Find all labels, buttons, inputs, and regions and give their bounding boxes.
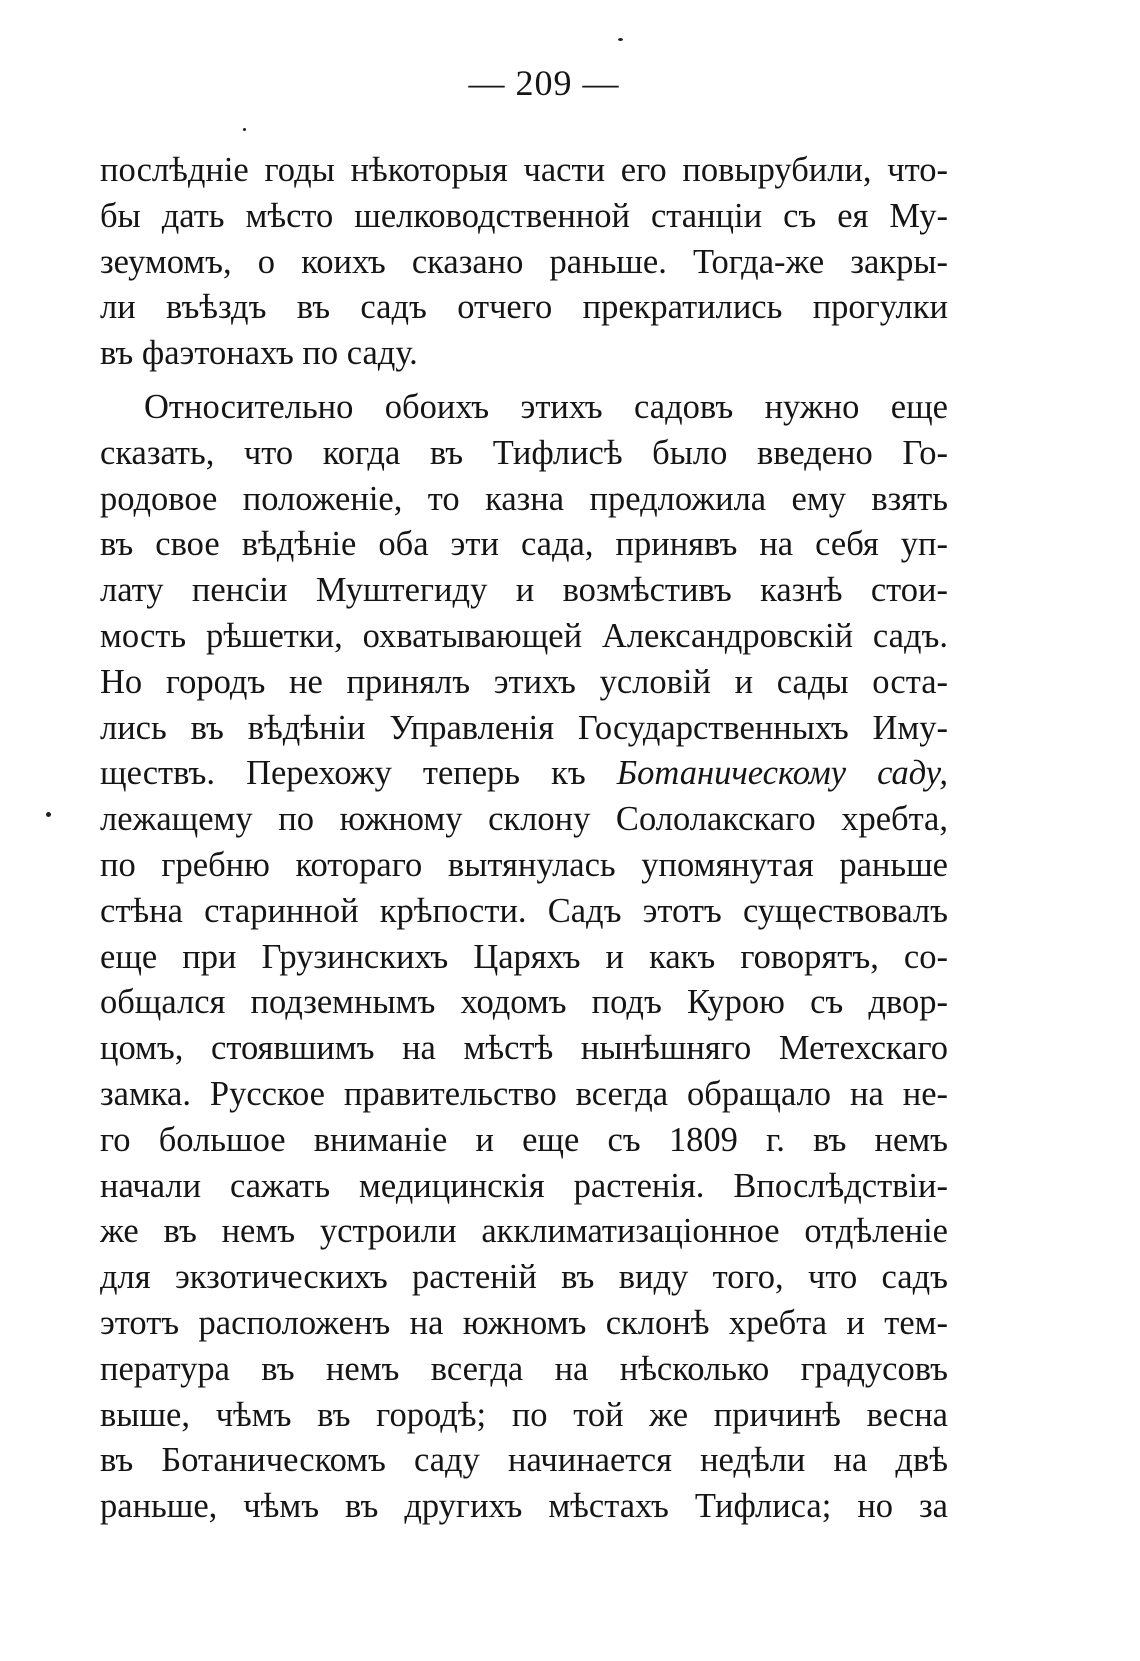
text-line: сказать, что когда въ Тифлисѣ было введено Го- xyxy=(100,433,948,472)
text-line: по гребню котораго вытянулась упомянутая раньше xyxy=(100,845,948,884)
text-line: выше, чѣмъ въ городѣ; по той же причинѣ весна xyxy=(100,1395,948,1434)
text-line: бы дать мѣсто шелководственной станціи съ ея Му- xyxy=(100,196,948,235)
scan-speck xyxy=(243,128,246,131)
text-line: въ свое вѣдѣніе оба эти сада, принявъ на себя уп- xyxy=(100,525,948,564)
text-line: еще при Грузинскихъ Царяхъ и какъ говорятъ, со- xyxy=(100,937,948,976)
text-segment: ществъ. Перехожу теперь къ xyxy=(100,754,586,793)
text-line: Но городъ не принялъ этихъ условій и сады оста- xyxy=(100,662,948,701)
text-line: лежащему по южному склону Сололакскаго хребта, xyxy=(100,800,948,839)
text-line: стѣна старинной крѣпости. Садъ этотъ существовалъ xyxy=(100,891,948,930)
text-line: этотъ расположенъ на южномъ склонѣ хребта и тем- xyxy=(100,1303,948,1342)
text-line: же въ немъ устроили акклиматизаціонное отдѣленіе xyxy=(100,1212,948,1251)
italic-phrase: Ботаническому саду, xyxy=(616,754,948,793)
text-line: раньше, чѣмъ въ другихъ мѣстахъ Тифлиса; но за xyxy=(100,1487,948,1526)
text-line-with-italic xyxy=(100,751,948,797)
text-line: ли въѣздъ въ садъ отчего прекратились прогулки xyxy=(100,288,948,327)
scan-speck xyxy=(46,812,51,817)
text-line: лату пенсіи Муштегиду и возмѣстивъ казнѣ стои- xyxy=(100,571,948,610)
page-number: — 209 — xyxy=(468,63,620,103)
text-line: зеумомъ, о коихъ сказано раньше. Тогда-же закры- xyxy=(100,242,948,281)
text-line: въ фаэтонахъ по саду. xyxy=(100,334,418,373)
text-line: лись въ вѣдѣніи Управленія Государственныхъ Иму- xyxy=(100,708,948,747)
text-line: мость рѣшетки, охватывающей Александровскій садъ. xyxy=(100,616,948,655)
text-line: для экзотическихъ растеній въ виду того, что садъ xyxy=(100,1258,948,1297)
text-line: замка. Русское правительство всегда обращало на не- xyxy=(100,1074,948,1113)
text-line: Относительно обоихъ этихъ садовъ нужно еще xyxy=(144,387,948,426)
text-line: го большое вниманіе и еще съ 1809 г. въ немъ xyxy=(100,1120,948,1159)
text-line: начали сажать медицинскія растенія. Впослѣдствіи- xyxy=(100,1166,948,1205)
text-line: родовое положеніе, то казна предложила ему взять xyxy=(100,479,948,518)
body-text xyxy=(100,148,948,1530)
scan-speck xyxy=(618,38,623,41)
text-line: послѣдніе годы нѣкоторыя части его повырубили, что- xyxy=(100,151,948,189)
text-line: въ Ботаническомъ саду начинается недѣли на двѣ xyxy=(100,1441,948,1480)
text-line: цомъ, стоявшимъ на мѣстѣ нынѣшняго Метехскаго xyxy=(100,1029,948,1068)
text-line: общался подземнымъ ходомъ подъ Курою съ двор- xyxy=(100,983,948,1022)
text-line: пература въ немъ всегда на нѣсколько градусовъ xyxy=(100,1349,948,1388)
